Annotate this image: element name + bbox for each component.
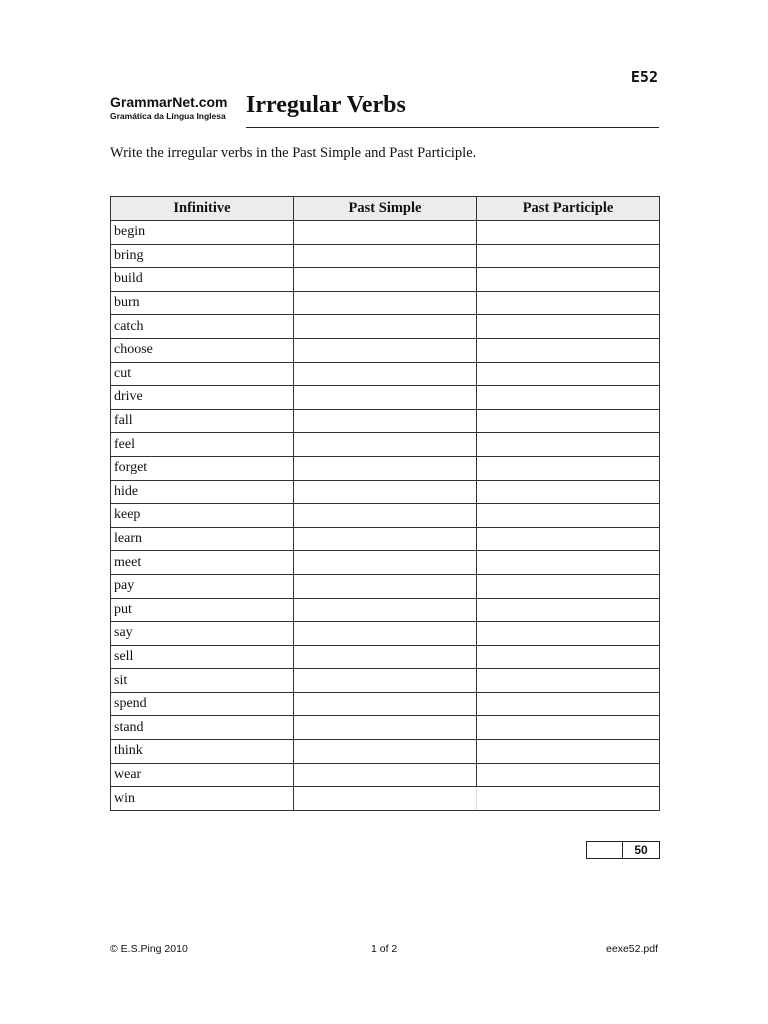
infinitive-cell: win (111, 787, 294, 811)
footer-filename: eexe52.pdf (606, 943, 658, 955)
past-simple-cell[interactable] (294, 268, 477, 292)
infinitive-cell: keep (111, 504, 294, 528)
past-simple-cell[interactable] (294, 551, 477, 575)
past-simple-cell[interactable] (294, 221, 477, 245)
infinitive-cell: meet (111, 551, 294, 575)
past-participle-cell[interactable] (477, 527, 660, 551)
infinitive-cell: wear (111, 763, 294, 787)
past-simple-cell[interactable] (294, 692, 477, 716)
infinitive-cell: say (111, 622, 294, 646)
past-participle-cell[interactable] (477, 740, 660, 764)
past-participle-cell[interactable] (477, 645, 660, 669)
past-participle-cell[interactable] (477, 692, 660, 716)
past-simple-cell[interactable] (294, 645, 477, 669)
score-earned-field[interactable] (587, 842, 623, 858)
past-participle-cell[interactable] (477, 433, 660, 457)
past-participle-cell[interactable] (477, 669, 660, 693)
table-row (111, 598, 660, 622)
table-row (111, 433, 660, 457)
past-simple-cell[interactable] (294, 669, 477, 693)
brand-subtitle: Gramática da Língua Inglesa (110, 111, 226, 121)
past-simple-cell[interactable] (294, 315, 477, 339)
page-title: Irregular Verbs (246, 92, 406, 118)
table-row (111, 362, 660, 386)
past-participle-cell[interactable] (477, 362, 660, 386)
past-participle-cell[interactable] (477, 456, 660, 480)
infinitive-cell: build (111, 268, 294, 292)
table-row (111, 338, 660, 362)
score-box (586, 841, 660, 859)
past-simple-cell[interactable] (294, 244, 477, 268)
past-simple-cell[interactable] (294, 433, 477, 457)
past-simple-cell[interactable] (294, 527, 477, 551)
past-simple-cell[interactable] (294, 622, 477, 646)
infinitive-cell: spend (111, 692, 294, 716)
table-row (111, 787, 660, 811)
past-participle-cell[interactable] (477, 787, 660, 811)
table-row (111, 622, 660, 646)
past-participle-cell[interactable] (477, 574, 660, 598)
past-participle-cell[interactable] (477, 315, 660, 339)
table-row (111, 221, 660, 245)
past-participle-cell[interactable] (477, 504, 660, 528)
table-row (111, 716, 660, 740)
past-simple-cell[interactable] (294, 504, 477, 528)
infinitive-cell: stand (111, 716, 294, 740)
footer-copyright: © E.S.Ping 2010 (110, 943, 188, 955)
past-participle-cell[interactable] (477, 268, 660, 292)
instructions: Write the irregular verbs in the Past Simple and Past Participle. (110, 145, 477, 161)
table-row (111, 669, 660, 693)
past-simple-cell[interactable] (294, 574, 477, 598)
infinitive-cell: forget (111, 456, 294, 480)
past-simple-cell[interactable] (294, 598, 477, 622)
past-participle-cell[interactable] (477, 221, 660, 245)
past-simple-cell[interactable] (294, 787, 477, 811)
infinitive-cell: learn (111, 527, 294, 551)
infinitive-cell: hide (111, 480, 294, 504)
past-participle-cell[interactable] (477, 244, 660, 268)
infinitive-cell: bring (111, 244, 294, 268)
infinitive-cell: sit (111, 669, 294, 693)
infinitive-cell: pay (111, 574, 294, 598)
column-header-infinitive: Infinitive (111, 197, 294, 221)
past-participle-cell[interactable] (477, 480, 660, 504)
past-simple-cell[interactable] (294, 740, 477, 764)
past-simple-cell[interactable] (294, 362, 477, 386)
table-row (111, 645, 660, 669)
infinitive-cell: cut (111, 362, 294, 386)
past-participle-cell[interactable] (477, 338, 660, 362)
table-row (111, 574, 660, 598)
infinitive-cell: drive (111, 386, 294, 410)
infinitive-cell: feel (111, 433, 294, 457)
infinitive-cell: burn (111, 291, 294, 315)
past-simple-cell[interactable] (294, 456, 477, 480)
exercise-code: E52 (630, 68, 658, 86)
title-divider (246, 127, 659, 128)
infinitive-cell: begin (111, 221, 294, 245)
infinitive-cell: sell (111, 645, 294, 669)
past-simple-cell[interactable] (294, 716, 477, 740)
past-simple-cell[interactable] (294, 386, 477, 410)
table-header-row (111, 197, 660, 221)
table-row (111, 504, 660, 528)
past-participle-cell[interactable] (477, 763, 660, 787)
table-row (111, 456, 660, 480)
past-participle-cell[interactable] (477, 551, 660, 575)
table-row (111, 386, 660, 410)
infinitive-cell: catch (111, 315, 294, 339)
table-row (111, 244, 660, 268)
past-simple-cell[interactable] (294, 763, 477, 787)
table-row (111, 763, 660, 787)
score-total: 50 (634, 843, 648, 857)
past-simple-cell[interactable] (294, 338, 477, 362)
footer-page-number: 1 of 2 (371, 943, 398, 955)
table-row (111, 692, 660, 716)
past-simple-cell[interactable] (294, 409, 477, 433)
table-row (111, 527, 660, 551)
past-participle-cell[interactable] (477, 291, 660, 315)
table-body (111, 221, 660, 811)
past-participle-cell[interactable] (477, 716, 660, 740)
past-participle-cell[interactable] (477, 598, 660, 622)
brand-name: GrammarNet.com (110, 94, 228, 110)
past-participle-cell[interactable] (477, 622, 660, 646)
infinitive-cell: choose (111, 338, 294, 362)
past-simple-cell[interactable] (294, 480, 477, 504)
table-row (111, 740, 660, 764)
table-row (111, 551, 660, 575)
past-participle-cell[interactable] (477, 409, 660, 433)
infinitive-cell: put (111, 598, 294, 622)
table-row (111, 315, 660, 339)
column-header-past-simple: Past Simple (294, 197, 477, 221)
infinitive-cell: think (111, 740, 294, 764)
table-row (111, 409, 660, 433)
verbs-table (110, 196, 660, 811)
table-row (111, 268, 660, 292)
past-participle-cell[interactable] (477, 386, 660, 410)
table-row (111, 291, 660, 315)
table-row (111, 480, 660, 504)
brand (110, 94, 228, 122)
column-header-past-participle: Past Participle (477, 197, 660, 221)
infinitive-cell: fall (111, 409, 294, 433)
past-simple-cell[interactable] (294, 291, 477, 315)
